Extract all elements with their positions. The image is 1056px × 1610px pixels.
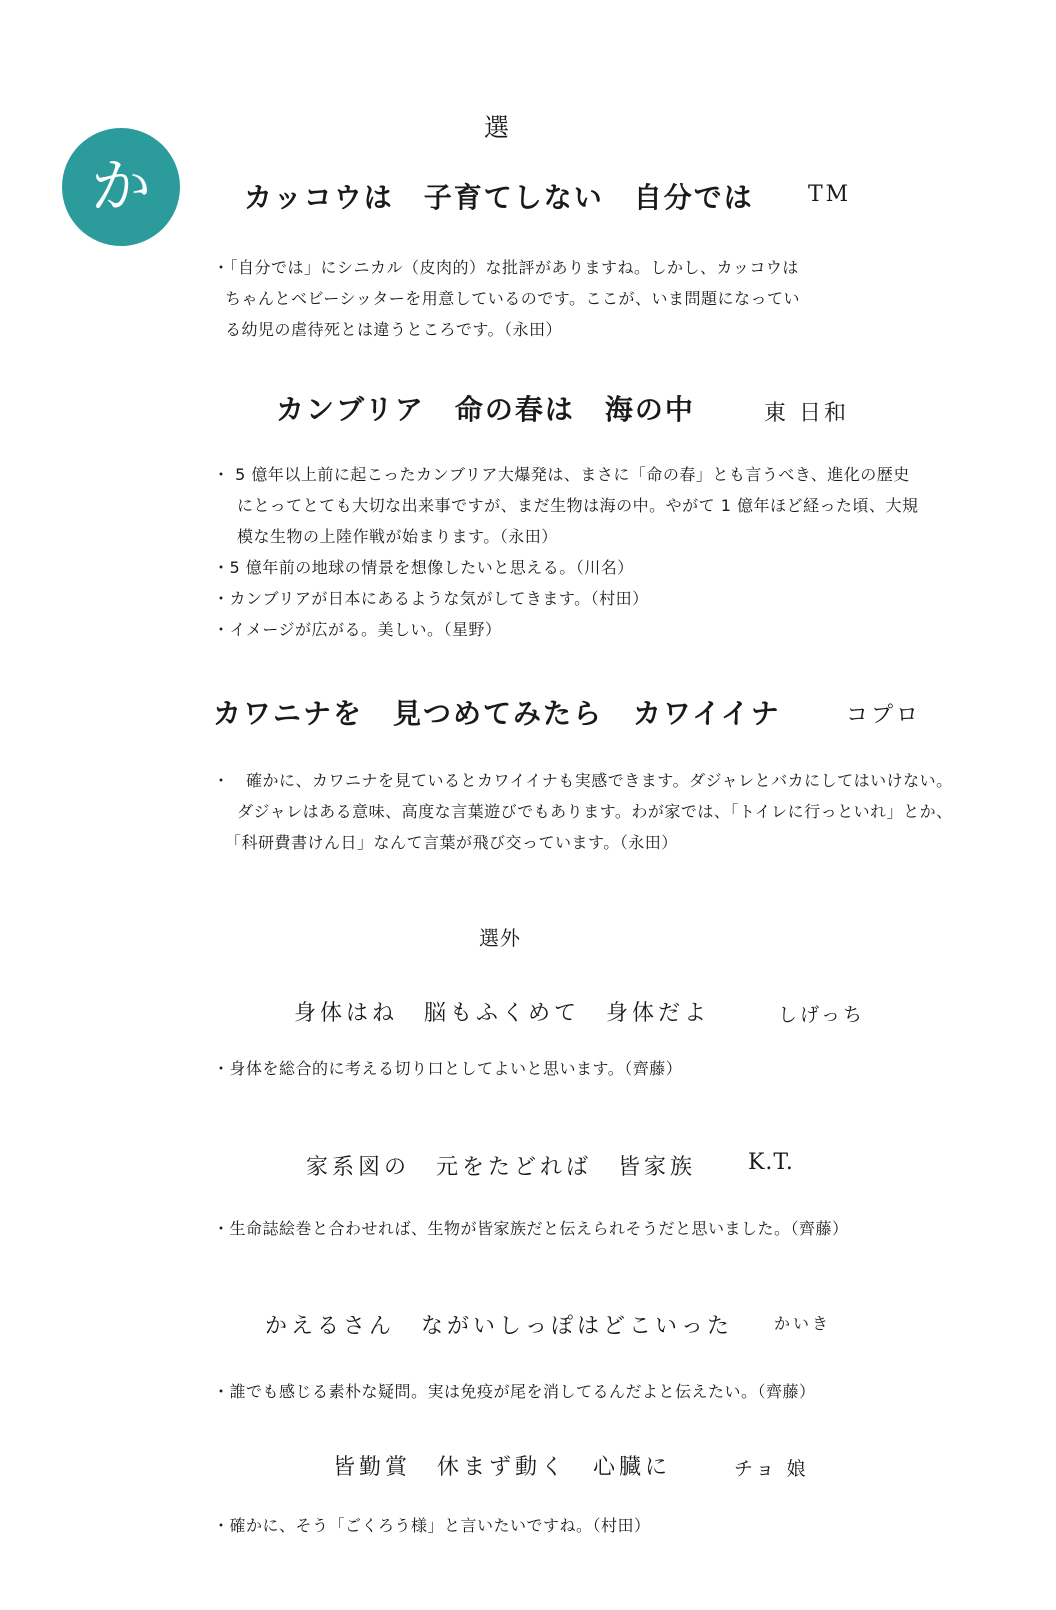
author-5: かいき (774, 1314, 832, 1333)
comment-5-0: ・誰でも感じる素朴な疑問。実は免疫が尾を消してるんだよと伝えたい。（齊藤） (213, 1382, 816, 1401)
author-1: 東 日和 (764, 401, 849, 426)
poem-2: カワニナを 見つめてみたら カワイイナ (213, 697, 781, 730)
poem-4: 家系図の 元をたどれば 皆家族 (306, 1155, 697, 1180)
comment-1-2: ・カンブリアが日本にあるような気がしてきます。（村田） (213, 589, 649, 608)
comment-4-0: ・生命誌絵巻と合わせれば、生物が皆家族だと伝えられそうだと思いました。（齊藤） (213, 1219, 849, 1238)
comment-6-0: ・確かに、そう「ごくろう様」と言いたいですね。（村田） (213, 1516, 651, 1535)
author-4: K.T. (748, 1150, 794, 1175)
comment-0-0: ・「自分では」にシニカル（皮肉的）な批評がありますね。しかし、カッコウは ちゃんとベビーシッターを用意しているのです。ここが、いま問題になってい る幼児の虐待死とは違うところです。（永田） (213, 258, 800, 339)
poem-5: かえるさん ながいしっぽはどこいった (265, 1314, 734, 1339)
comment-1-3: ・イメージが広がる。美しい。（星野） (213, 620, 502, 639)
hiragana-ka-badge: か (62, 128, 180, 246)
poem-0: カッコウは 子育てしない 自分では (244, 181, 754, 214)
comment-1-1: ・5 億年前の地球の情景を想像したいと思える。（川名） (213, 558, 634, 577)
author-6: チョ 娘 (734, 1458, 809, 1480)
comment-2-0: ・ 確かに、カワニナを見ているとカワイイナも実感できます。ダジャレとバカにしてはいけない。 ダジャレはある意味、高度な言葉遊びでもあります。わが家では、「トイレに行っといれ」とか、 「科研費書けん日」なんて言葉が飛び交っています。（永田） (213, 771, 953, 852)
section-heading-selected: 選 (484, 113, 511, 142)
author-2: コプロ (846, 703, 922, 728)
poem-3: 身体はね 脳もふくめて 身体だよ (294, 1001, 711, 1026)
comment-3-0: ・身体を総合的に考える切り口としてよいと思います。（齊藤） (213, 1059, 683, 1078)
section-heading-not-selected: 選外 (479, 926, 521, 950)
author-0: TM (808, 182, 852, 207)
author-3: しげっち (778, 1004, 866, 1026)
comment-1-0: ・ 5 億年以上前に起こったカンブリア大爆発は、まさに「命の春」とも言うべき、進化の歴史 にとってとても大切な出来事ですが、まだ生物は海の中。やがて 1 億年ほど経った頃、大規 模な生物の上陸作戦が始まります。（永田） (213, 465, 919, 546)
poem-6: 皆勤賞 休まず動く 心臓に (333, 1455, 672, 1480)
poem-1: カンブリア 命の春は 海の中 (276, 393, 695, 426)
